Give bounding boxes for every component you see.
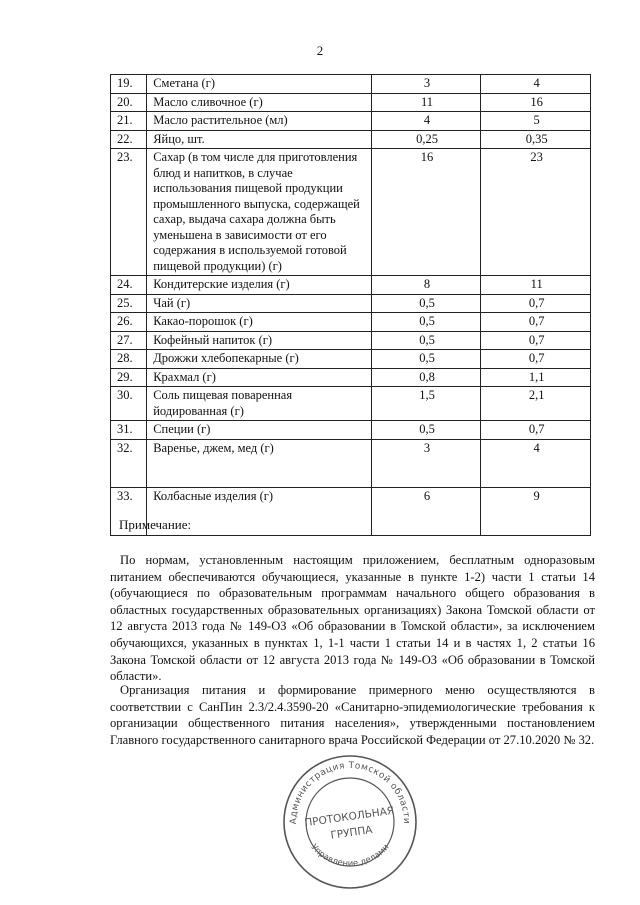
cell-v2: 4: [481, 439, 591, 487]
cell-num: 21.: [111, 112, 147, 131]
table-row: [111, 439, 591, 487]
official-stamp: [280, 752, 420, 892]
stamp-bottom-text: Управление делами: [308, 842, 392, 870]
cell-num: 31.: [111, 421, 147, 440]
cell-v2: 23: [481, 149, 591, 276]
cell-num: 33.: [111, 487, 147, 535]
cell-num: 26.: [111, 313, 147, 332]
cell-num: 24.: [111, 276, 147, 295]
cell-v1: 0,5: [371, 313, 481, 332]
cell-name: Крахмал (г): [147, 368, 372, 387]
cell-v2: 0,35: [481, 130, 591, 149]
table-row: [111, 421, 591, 440]
cell-v2: 0,7: [481, 313, 591, 332]
cell-v1: 0,5: [371, 350, 481, 369]
cell-num: 28.: [111, 350, 147, 369]
cell-v2: 2,1: [481, 387, 591, 421]
table-row: [111, 112, 591, 131]
cell-num: 30.: [111, 387, 147, 421]
cell-name: Кофейный напиток (г): [147, 331, 372, 350]
cell-num: 25.: [111, 294, 147, 313]
cell-v2: 0,7: [481, 421, 591, 440]
cell-v1: 8: [371, 276, 481, 295]
cell-v2: 0,7: [481, 331, 591, 350]
cell-name: Варенье, джем, мед (г): [147, 439, 372, 487]
table-row: [111, 387, 591, 421]
cell-name: Сметана (г): [147, 75, 372, 94]
cell-v2: 4: [481, 75, 591, 94]
note-paragraph-2: Организация питания и формирование примерного меню осуществляются в соответствии с СанПин 2.3/2.4.3590-20 «Санитарно-эпидемиологические требования к организации общественного питания населения», утвержденными постановлением Главного государственного санитарного врача Российской Федерации от 27.10.2020 № 32.: [110, 683, 595, 747]
cell-v1: 16: [371, 149, 481, 276]
cell-v1: 11: [371, 93, 481, 112]
stamp-inner-line-2: ГРУППА: [329, 824, 374, 842]
table-row: [111, 149, 591, 276]
cell-v2: 0,7: [481, 294, 591, 313]
cell-name: Специи (г): [147, 421, 372, 440]
table-row: [111, 294, 591, 313]
cell-name: Сахар (в том числе для приготовления блюд и напитков, в случае использования пищевой продукции промышленного выпуска, содержащей сахар, выдача сахара должна быть уменьшена в зависимости от его содержания в используемой готовой пищевой продукции) (г): [147, 149, 372, 276]
cell-num: 32.: [111, 439, 147, 487]
cell-num: 27.: [111, 331, 147, 350]
cell-name: Соль пищевая поваренная йодированная (г): [147, 387, 372, 421]
stamp-inner-line-1: ПРОТОКОЛЬНАЯ: [303, 804, 395, 830]
table-row: [111, 331, 591, 350]
cell-name: Чай (г): [147, 294, 372, 313]
stamp-seal: [280, 752, 420, 892]
cell-name: Яйцо, шт.: [147, 130, 372, 149]
cell-name: Масло сливочное (г): [147, 93, 372, 112]
cell-v1: 0,5: [371, 331, 481, 350]
cell-v1: 0,8: [371, 368, 481, 387]
cell-v1: 0,5: [371, 421, 481, 440]
cell-num: 29.: [111, 368, 147, 387]
cell-v2: 0,7: [481, 350, 591, 369]
cell-num: 22.: [111, 130, 147, 149]
cell-name: Какао-порошок (г): [147, 313, 372, 332]
cell-v1: 0,25: [371, 130, 481, 149]
cell-num: 23.: [111, 149, 147, 276]
table-row: [111, 75, 591, 94]
cell-v1: 6: [371, 487, 481, 535]
cell-name: Масло растительное (мл): [147, 112, 372, 131]
cell-v2: 16: [481, 93, 591, 112]
cell-v1: 3: [371, 75, 481, 94]
table-row: [111, 130, 591, 149]
cell-v2: 11: [481, 276, 591, 295]
cell-name: Кондитерские изделия (г): [147, 276, 372, 295]
note-paragraph-1: По нормам, установленным настоящим приложением, бесплатным одноразовым питанием обеспечиваются обучающиеся, указанные в пункте 1-2) части 1 статьи 14 (обучающиеся по образовательным программам начального общего образования в областных государственных образовательных организациях) Закона Томской области от 12 августа 2013 года № 149-ОЗ «Об образовании в Томской области», за исключением обучающихся, указанных в пунктах 1, 1-1 части 1 статьи 14 и в частях 1, 2 статьи 16 Закона Томской области от 12 августа 2013 года № 149-ОЗ «Об образовании в Томской области».: [110, 553, 595, 684]
table-row: [111, 313, 591, 332]
cell-num: 19.: [111, 75, 147, 94]
table-row: [111, 276, 591, 295]
page-number: 2: [316, 43, 324, 58]
cell-v2: 5: [481, 112, 591, 131]
table-row: [111, 93, 591, 112]
cell-name: Колбасные изделия (г): [147, 487, 372, 535]
note-title: Примечание:: [119, 517, 192, 532]
svg-text:Управление делами: [309, 843, 392, 870]
cell-v1: 3: [371, 439, 481, 487]
cell-v1: 4: [371, 112, 481, 131]
cell-v2: 9: [481, 487, 591, 535]
table-row: [111, 350, 591, 369]
cell-num: 20.: [111, 93, 147, 112]
cell-v1: 1,5: [371, 387, 481, 421]
cell-name: Дрожжи хлебопекарные (г): [147, 350, 372, 369]
cell-v2: 1,1: [481, 368, 591, 387]
cell-v1: 0,5: [371, 294, 481, 313]
food-norms-table: [110, 74, 591, 536]
table-row: [111, 368, 591, 387]
stamp-outer-text: Администрация Томской области: [288, 760, 412, 825]
